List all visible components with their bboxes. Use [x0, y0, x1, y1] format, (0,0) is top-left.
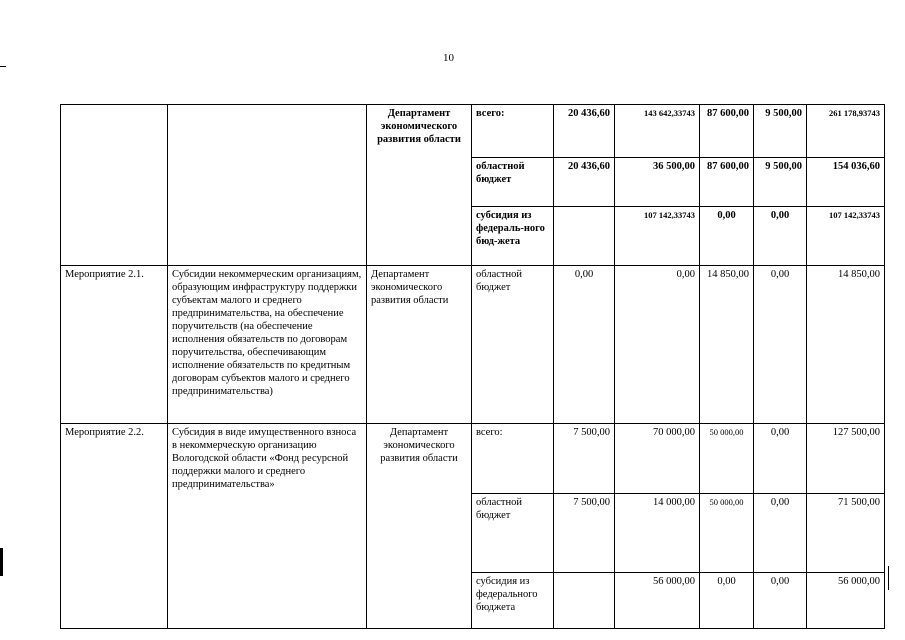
left-edge-marker: [0, 548, 3, 576]
empty-cell: [61, 207, 168, 266]
value-cell: 107 142,33743: [615, 207, 700, 266]
empty-cell: [168, 493, 367, 572]
funding-source: всего:: [472, 424, 554, 494]
value-cell: 71 500,00: [807, 493, 885, 572]
value-cell: 0,00: [754, 424, 807, 494]
right-edge-tick: [888, 566, 889, 590]
value-cell: 9 500,00: [754, 158, 807, 207]
value-cell: 0,00: [700, 207, 754, 266]
measure-name: Мероприятие 2.1.: [61, 266, 168, 424]
value-cell: 0,00: [615, 266, 700, 424]
value-cell: 0,00: [754, 266, 807, 424]
value-cell: 107 142,33743: [807, 207, 885, 266]
measure-name-cell: [61, 105, 168, 158]
value-cell: 0,00: [754, 207, 807, 266]
measure-executor: Департамент экономического развития области: [367, 424, 472, 494]
value-cell: 87 600,00: [700, 158, 754, 207]
value-cell: 261 178,93743: [807, 105, 885, 158]
value-cell: 0,00: [700, 572, 754, 628]
empty-cell: [61, 572, 168, 628]
value-cell: 20 436,60: [554, 105, 615, 158]
budget-table: [60, 104, 885, 629]
empty-cell: [367, 572, 472, 628]
value-cell: 36 500,00: [615, 158, 700, 207]
value-cell: 0,00: [754, 493, 807, 572]
value-cell: 14 850,00: [700, 266, 754, 424]
empty-cell: [367, 493, 472, 572]
measure-name: Мероприятие 2.2.: [61, 424, 168, 494]
value-cell: 50 000,00: [700, 424, 754, 494]
funding-source: всего:: [472, 105, 554, 158]
value-cell: 87 600,00: [700, 105, 754, 158]
executor-cell: Департамент экономического развития области: [367, 105, 472, 158]
empty-cell: [168, 572, 367, 628]
empty-cell: [168, 207, 367, 266]
value-cell: 127 500,00: [807, 424, 885, 494]
value-cell: 7 500,00: [554, 424, 615, 494]
value-cell: 14 000,00: [615, 493, 700, 572]
empty-cell: [367, 158, 472, 207]
value-cell: 0,00: [754, 572, 807, 628]
value-cell: 0,00: [554, 266, 615, 424]
value-cell: 154 036,60: [807, 158, 885, 207]
value-cell: [554, 207, 615, 266]
empty-cell: [168, 158, 367, 207]
value-cell: 14 850,00: [807, 266, 885, 424]
funding-source: субсидия из федераль-ного бюд-жета: [472, 207, 554, 266]
funding-source: областной бюджет: [472, 158, 554, 207]
value-cell: 143 642,33743: [615, 105, 700, 158]
empty-cell: [367, 207, 472, 266]
measure-executor: Департамент экономического развития области: [367, 266, 472, 424]
funding-source: областной бюджет: [472, 493, 554, 572]
measure-description: Субсидии некоммерческим организациям, образующим инфраструктуру поддержки субъектам малого и среднего предпринимательства, на обеспечение поручительств (на обеспечение исполнения обязательств по договорам поручительства, обеспечивающим исполнение обязательств по кредитным договорам субъектов малого и среднего предпринимательства): [168, 266, 367, 424]
value-cell: [554, 572, 615, 628]
empty-cell: [61, 158, 168, 207]
page-number: 10: [443, 52, 454, 64]
value-cell: 9 500,00: [754, 105, 807, 158]
measure-description: Субсидия в виде имущественного взноса в некоммерческую организацию Вологодской области «Фонд ресурсной поддержки малого и среднего предпринимательства»: [168, 424, 367, 494]
value-cell: 70 000,00: [615, 424, 700, 494]
value-cell: 56 000,00: [807, 572, 885, 628]
empty-cell: [61, 493, 168, 572]
value-cell: 20 436,60: [554, 158, 615, 207]
measure-description-cell: [168, 105, 367, 158]
left-edge-tick: [0, 66, 6, 67]
value-cell: 56 000,00: [615, 572, 700, 628]
value-cell: 7 500,00: [554, 493, 615, 572]
value-cell: 50 000,00: [700, 493, 754, 572]
funding-source: субсидия из федерального бюджета: [472, 572, 554, 628]
funding-source: областной бюджет: [472, 266, 554, 424]
